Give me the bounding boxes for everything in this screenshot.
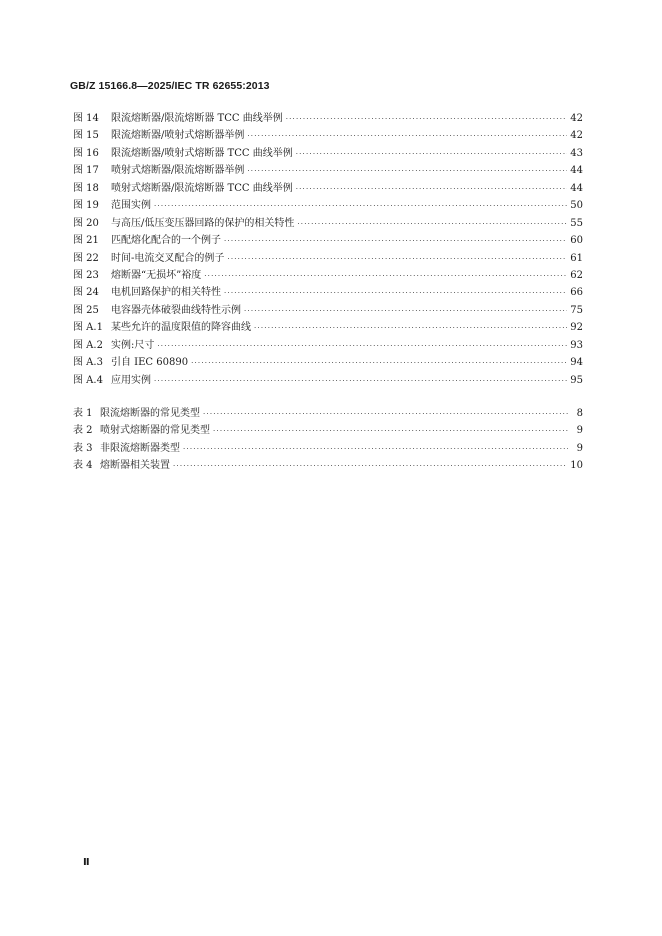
dot-leader <box>154 377 567 385</box>
figure-entry-number: 图 A.2 <box>73 339 103 351</box>
figure-entry-title: 与高压/低压变压器回路的保护的相关特性 <box>111 217 295 229</box>
table-entry-title: 限流熔断器的常见类型 <box>100 408 200 419</box>
figure-entry-title: 实例:尺寸 <box>111 339 155 351</box>
dot-leader <box>224 289 567 297</box>
figure-entry-title: 应用实例 <box>111 374 151 386</box>
table-entry-number: 表 1 <box>73 408 93 419</box>
table-entry-page: 10 <box>570 460 583 472</box>
figure-entry[interactable] <box>73 109 583 126</box>
figure-entry-page: 92 <box>570 322 583 334</box>
figure-entry[interactable] <box>73 318 583 335</box>
figure-entry-page: 55 <box>570 217 583 229</box>
figure-entry[interactable] <box>73 196 583 213</box>
dot-leader <box>173 462 567 470</box>
figure-entry-number: 图 A.4 <box>73 374 103 386</box>
dot-leader <box>244 307 567 315</box>
figure-entry-title: 电机回路保护的相关特性 <box>111 287 221 299</box>
figure-entry-number: 图 24 <box>73 287 99 299</box>
figure-entry-number: 图 25 <box>73 304 99 316</box>
table-entry[interactable] <box>73 404 583 421</box>
figure-entry[interactable] <box>73 231 583 248</box>
figure-entry[interactable] <box>73 179 583 196</box>
figure-entry-page: 42 <box>570 113 583 124</box>
table-entry[interactable] <box>73 439 583 456</box>
figure-entry-page: 93 <box>570 339 583 351</box>
dot-leader <box>154 202 567 210</box>
figure-entry-number: 图 19 <box>73 200 99 212</box>
dot-leader <box>224 237 567 245</box>
dot-leader <box>157 342 567 350</box>
figure-entry-page: 42 <box>570 130 583 142</box>
document-header: GB/Z 15166.8—2025/IEC TR 62655:2013 <box>70 80 270 92</box>
figure-entry-number: 图 A.3 <box>73 357 103 369</box>
dot-leader <box>227 255 567 263</box>
table-entry-number: 表 2 <box>73 425 93 437</box>
table-entry-number: 表 3 <box>73 442 93 454</box>
figure-entry-number: 图 15 <box>73 130 99 142</box>
dot-leader <box>296 185 568 193</box>
dot-leader <box>204 272 567 280</box>
table-entry[interactable] <box>73 456 583 473</box>
figure-entry-page: 94 <box>570 357 583 369</box>
figure-entry-page: 62 <box>570 269 583 281</box>
figure-entry-page: 44 <box>570 165 583 177</box>
dot-leader <box>247 132 567 140</box>
page-number: Ⅱ <box>83 857 90 868</box>
figure-entry[interactable] <box>73 126 583 143</box>
figure-entry-number: 图 17 <box>73 165 99 177</box>
figure-entry[interactable] <box>73 371 583 388</box>
figure-entry[interactable] <box>73 353 583 370</box>
figure-entry-page: 66 <box>570 287 583 299</box>
table-entry-page: 9 <box>576 442 583 454</box>
table-entry-title: 熔断器相关装置 <box>100 460 170 472</box>
figure-entry-number: 图 18 <box>73 182 99 194</box>
figure-entry-title: 范围实例 <box>111 200 151 212</box>
figure-entry-title: 匹配熔化配合的一个例子 <box>111 235 221 247</box>
table-entry-title: 非限流熔断器类型 <box>100 442 180 454</box>
figure-entry-page: 75 <box>570 304 583 316</box>
table-entry-page: 8 <box>576 408 583 419</box>
figure-entry-number: 图 A.1 <box>73 322 103 334</box>
figure-entry-title: 电容器壳体破裂曲线特性示例 <box>111 304 241 316</box>
figure-entry[interactable] <box>73 144 583 161</box>
dot-leader <box>247 167 567 175</box>
figure-entry[interactable] <box>73 249 583 266</box>
dot-leader <box>213 427 568 435</box>
table-list <box>73 404 583 474</box>
figure-entry[interactable] <box>73 214 583 231</box>
figure-entry[interactable] <box>73 161 583 178</box>
dot-leader <box>286 115 568 123</box>
dot-leader <box>203 410 568 418</box>
figure-entry-page: 61 <box>570 252 583 264</box>
figure-entry-number: 图 21 <box>73 235 99 247</box>
figure-entry-page: 50 <box>570 200 583 212</box>
figure-entry-page: 95 <box>570 374 583 386</box>
figure-entry-title: 限流熔断器/限流熔断器 TCC 曲线举例 <box>111 113 283 124</box>
figure-entry-title: 限流熔断器/喷射式熔断器 TCC 曲线举例 <box>111 147 293 159</box>
table-entry[interactable] <box>73 421 583 438</box>
figure-list <box>73 109 583 388</box>
figure-entry-number: 图 16 <box>73 147 99 159</box>
figure-entry-page: 60 <box>570 235 583 247</box>
figure-entry-title: 某些允许的温度限值的降容曲线 <box>111 322 251 334</box>
table-entry-title: 喷射式熔断器的常见类型 <box>100 425 210 437</box>
figure-entry-number: 图 22 <box>73 252 99 264</box>
table-entry-number: 表 4 <box>73 460 93 472</box>
figure-entry-number: 图 20 <box>73 217 99 229</box>
figure-entry-page: 44 <box>570 182 583 194</box>
figure-entry[interactable] <box>73 266 583 283</box>
table-entry-page: 9 <box>576 425 583 437</box>
dot-leader <box>254 324 567 332</box>
dot-leader <box>297 220 567 228</box>
dot-leader <box>183 445 568 453</box>
figure-entry-title: 熔断器“无损坏”裕度 <box>111 269 202 281</box>
figure-entry-number: 图 14 <box>73 113 99 124</box>
figure-entry-title: 时间-电流交叉配合的例子 <box>111 252 225 264</box>
dot-leader <box>191 359 567 367</box>
figure-entry-number: 图 23 <box>73 269 99 281</box>
figure-entry[interactable] <box>73 283 583 300</box>
figure-entry-title: 喷射式熔断器/限流熔断器 TCC 曲线举例 <box>111 182 293 194</box>
figure-entry[interactable] <box>73 301 583 318</box>
figure-entry-title: 引自 IEC 60890 <box>111 357 189 369</box>
figure-entry-title: 限流熔断器/喷射式熔断器举例 <box>111 130 245 142</box>
dot-leader <box>296 150 568 158</box>
figure-entry[interactable] <box>73 336 583 353</box>
figure-entry-title: 喷射式熔断器/限流熔断器举例 <box>111 165 245 177</box>
figure-entry-page: 43 <box>570 147 583 159</box>
